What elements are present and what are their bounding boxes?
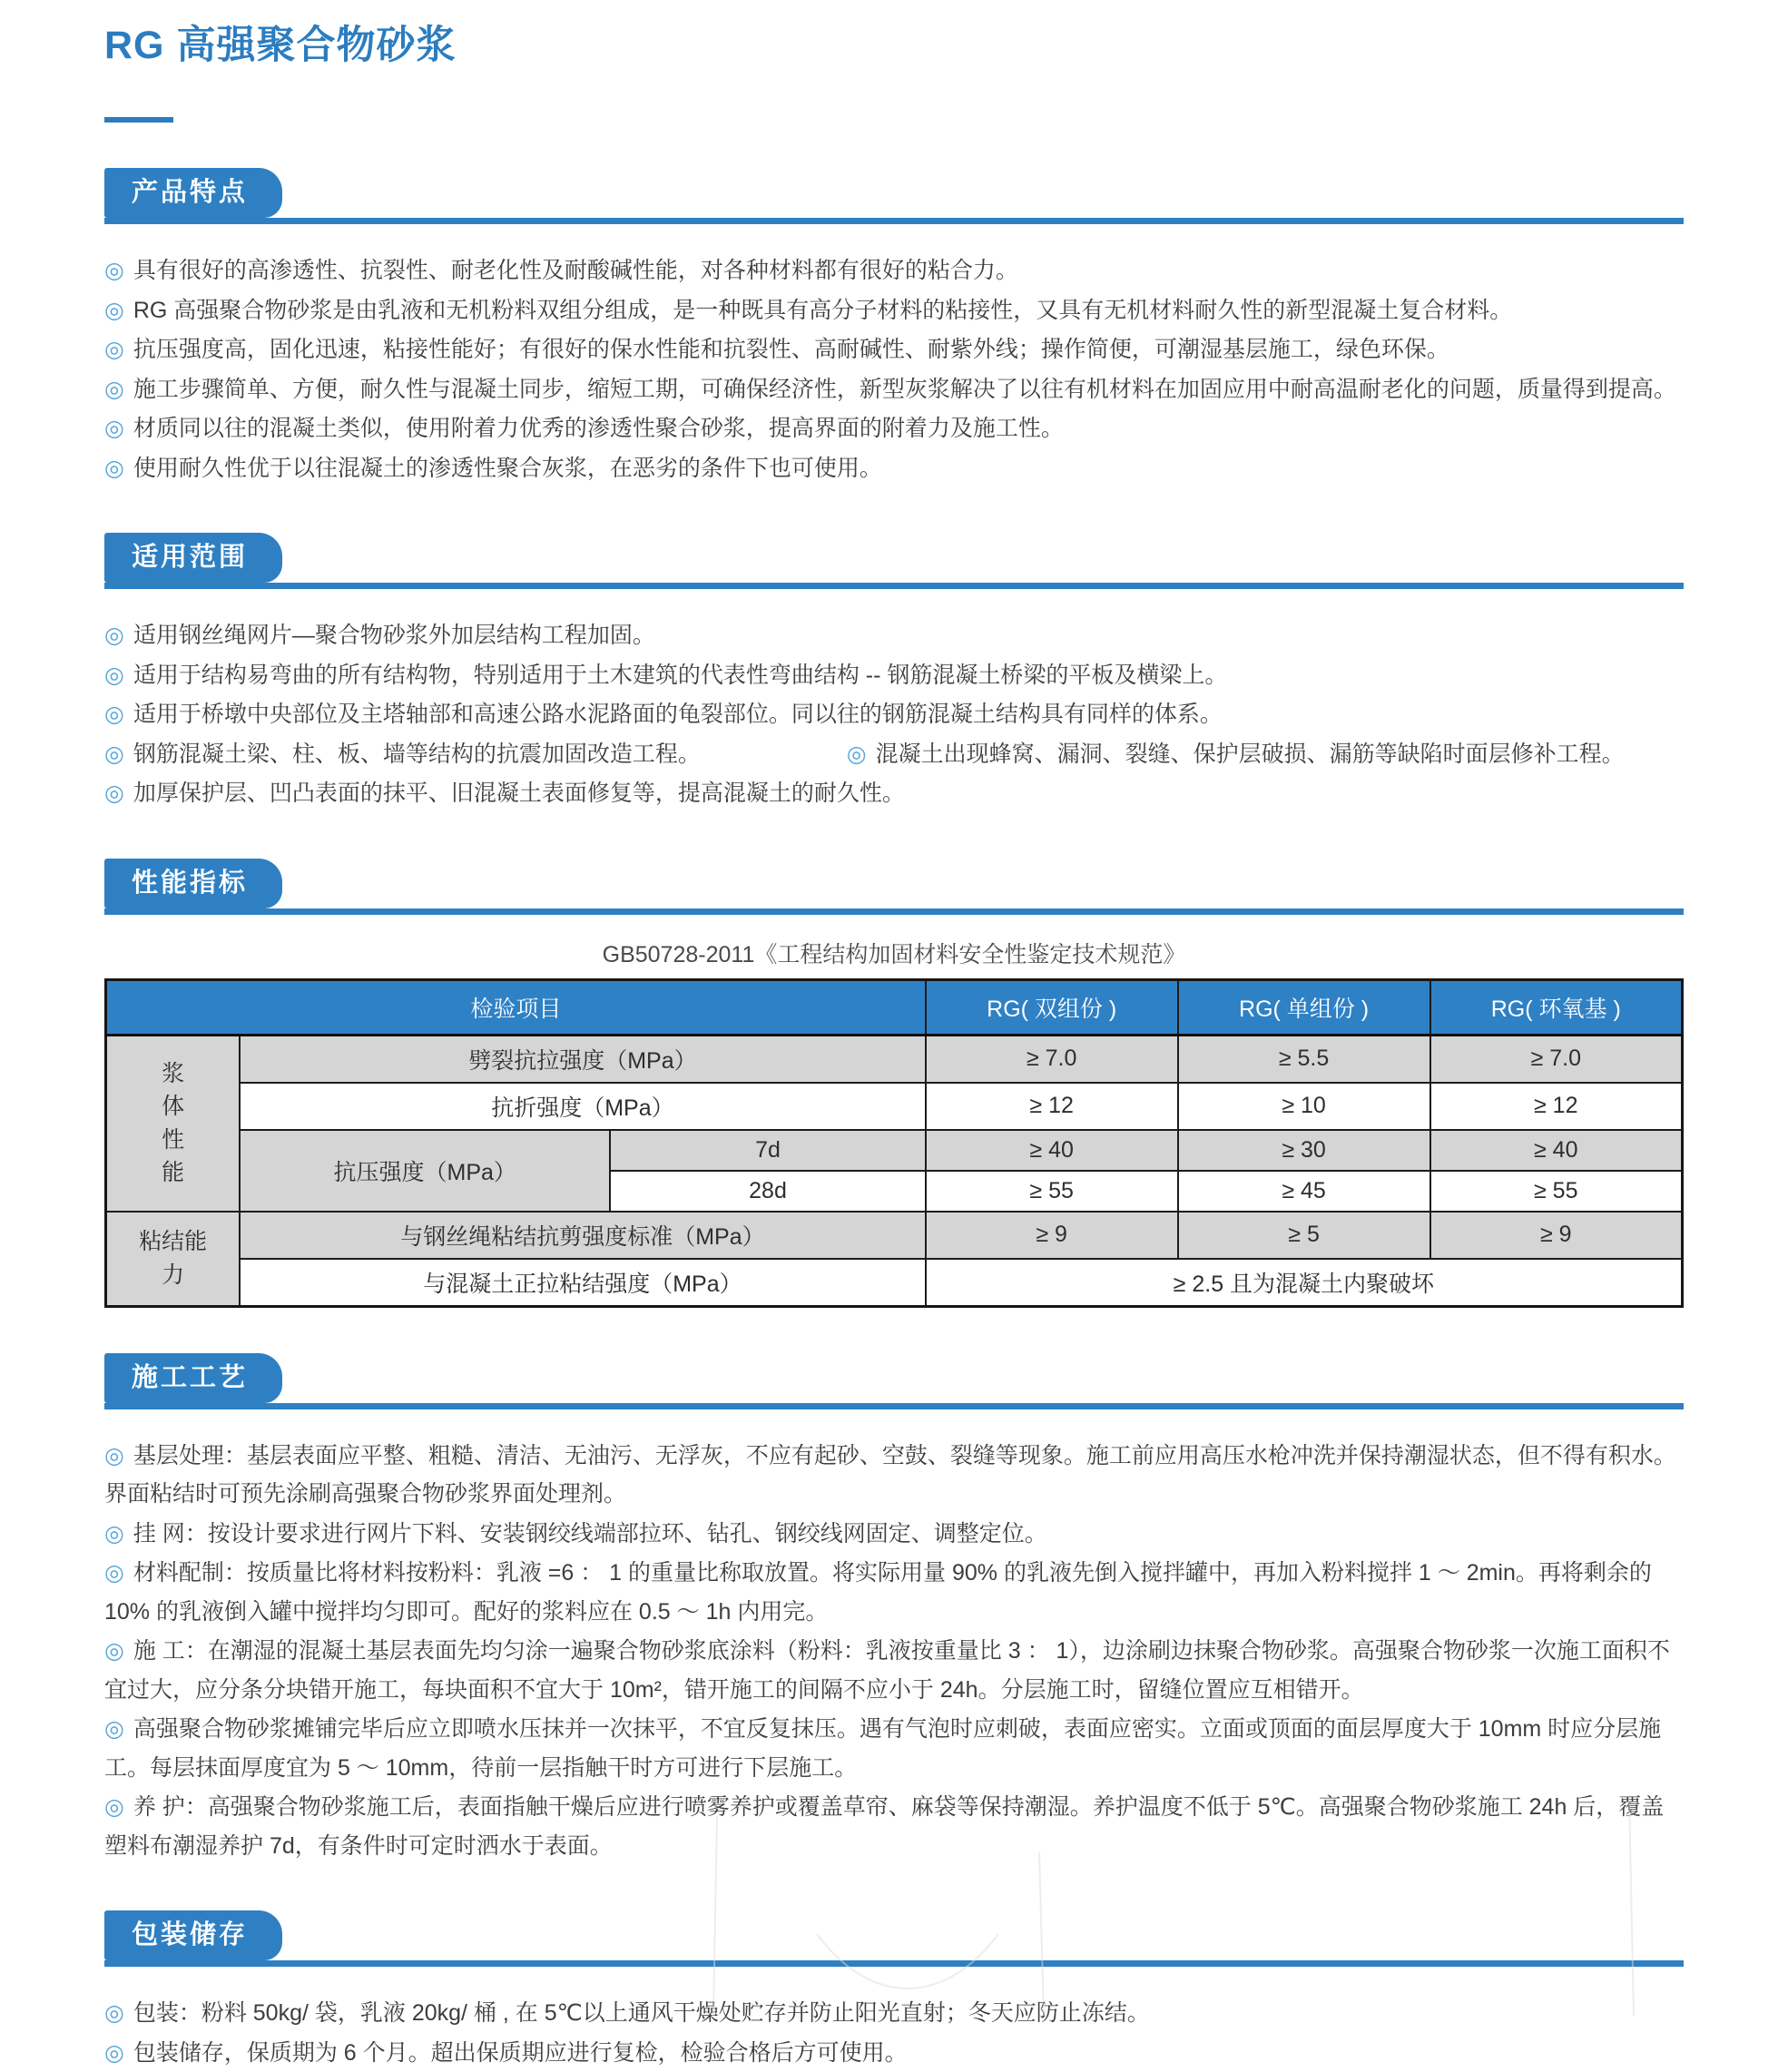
bullet-icon: ◎ <box>104 1716 124 1742</box>
bullet-item <box>104 1994 1684 2033</box>
table-cell: 与钢丝绳粘结抗剪强度标准（MPa） <box>240 1212 926 1259</box>
packaging-bullet-list <box>104 1994 1684 2072</box>
table-cell: 7d <box>610 1130 925 1171</box>
bullet-icon: ◎ <box>104 741 124 767</box>
performance-table <box>104 978 1684 1308</box>
process-bullet-list <box>104 1437 1684 1866</box>
bullet-text: 材质同以往的混凝土类似，使用附着力优秀的渗透性聚合砂浆，提高界面的附着力及施工性。 <box>133 416 1064 441</box>
title-underline <box>104 117 173 123</box>
table-cell: ≥ 7.0 <box>926 1035 1178 1083</box>
bullet-item <box>104 291 1684 330</box>
section-performance <box>104 859 1684 1308</box>
features-bullet-list <box>104 251 1684 487</box>
bullet-text: 高强聚合物砂浆摊铺完毕后应立即喷水压抹并一次抹平，不宜反复抹压。遇有气泡时应刺破，表面应密实。立面或顶面的面层厚度大于 10mm 时应分层施工。每层抹面厚度宜为 5 ～ 10mm，待前一层指触干时方可进行下层施工。 <box>104 1716 1661 1781</box>
bullet-segment <box>104 2040 908 2066</box>
bullet-icon: ◎ <box>104 258 124 283</box>
bullet-item <box>104 1710 1684 1787</box>
table-cell: 抗折强度（MPa） <box>240 1083 926 1130</box>
table-header-cell: RG( 双组份 ) <box>926 979 1178 1035</box>
bullet-item <box>104 409 1684 448</box>
bullet-text: 养 护：高强聚合物砂浆施工后，表面指触干燥后应进行喷雾养护或覆盖草帘、麻袋等保持潮湿。养护温度不低于 5℃。高强聚合物砂浆施工 24h 后，覆盖塑料布潮湿养护 7d，有条件时可定时洒水于表面。 <box>104 1794 1664 1859</box>
bullet-text: 适用钢丝绳网片—聚合物砂浆外加层结构工程加固。 <box>133 623 655 648</box>
section-badge-process: 施工工艺 <box>104 1353 282 1403</box>
bullet-segment <box>104 781 905 806</box>
section-features <box>104 168 1684 487</box>
bullet-segment <box>104 298 1512 323</box>
bullet-segment <box>104 258 1018 283</box>
bullet-segment <box>104 1638 1670 1703</box>
table-cell: ≥ 45 <box>1178 1171 1430 1212</box>
section-badge-performance: 性能指标 <box>104 859 282 908</box>
table-row <box>106 1035 1683 1083</box>
table-cell: ≥ 5 <box>1178 1212 1430 1259</box>
table-header-cell: 检验项目 <box>106 979 926 1035</box>
table-cell: 劈裂抗拉强度（MPa） <box>240 1035 926 1083</box>
bullet-segment <box>104 416 1064 441</box>
bullet-icon: ◎ <box>104 1443 124 1468</box>
section-heading-bar <box>104 859 1684 915</box>
table-cell: ≥ 40 <box>926 1130 1178 1171</box>
table-cell: ≥ 7.0 <box>1430 1035 1683 1083</box>
bullet-item <box>104 1632 1684 1709</box>
section-badge-packaging: 包装储存 <box>104 1910 282 1960</box>
bullet-item <box>104 2034 1684 2072</box>
bullet-text: 包装储存，保质期为 6 个月。超出保质期应进行复检，检验合格后方可使用。 <box>133 2040 908 2066</box>
bullet-item <box>104 1515 1684 1554</box>
performance-table-head <box>106 979 1683 1035</box>
page-title: RG 高强聚合物砂浆 <box>104 15 1684 70</box>
bullet-segment <box>104 623 655 648</box>
table-cell: ≥ 10 <box>1178 1083 1430 1130</box>
table-caption: GB50728-2011《工程结构加固材料安全性鉴定技术规范》 <box>104 937 1684 969</box>
table-row <box>106 1259 1683 1307</box>
table-header-cell: RG( 环氧基 ) <box>1430 979 1683 1035</box>
bullet-item <box>104 656 1684 695</box>
table-cell: ≥ 12 <box>926 1083 1178 1130</box>
bullet-text: 材料配制：按质量比将材料按粉料：乳液 =6 ： 1 的重量比称取放置。将实际用量 90% 的乳液先倒入搅拌罐中，再加入粉料搅拌 1 ～ 2min。再将剩余的 10% 的乳液倒入罐中搅拌均匀即可。配好的浆料应在 0.5 ～ 1h 内用完。 <box>104 1560 1652 1625</box>
table-cell: ≥ 40 <box>1430 1130 1683 1171</box>
bullet-segment <box>104 377 1676 402</box>
bullet-icon: ◎ <box>104 1560 124 1586</box>
bullet-text: 适用于桥墩中央部位及主塔轴部和高速公路水泥路面的龟裂部位。同以往的钢筋混凝土结构具有同样的体系。 <box>133 702 1223 727</box>
bullet-text: RG 高强聚合物砂浆是由乳液和无机粉料双组分组成，是一种既具有高分子材料的粘接性，又具有无机材料耐久性的新型混凝土复合材料。 <box>133 298 1512 323</box>
bullet-text: 施工步骤简单、方便，耐久性与混凝土同步，缩短工期，可确保经济性，新型灰浆解决了以往有机材料在加固应用中耐高温耐老化的问题，质量得到提高。 <box>133 377 1676 402</box>
bullet-item <box>104 370 1684 409</box>
bullet-text: 具有很好的高渗透性、抗裂性、耐老化性及耐酸碱性能，对各种材料都有很好的粘合力。 <box>133 258 1018 283</box>
bullet-text: 使用耐久性优于以往混凝土的渗透性聚合灰浆，在恶劣的条件下也可使用。 <box>133 456 882 481</box>
bullet-icon: ◎ <box>104 781 124 806</box>
table-cell: 抗压强度（MPa） <box>240 1130 610 1212</box>
bullet-segment <box>104 2000 1150 2026</box>
table-cell: ≥ 55 <box>1430 1171 1683 1212</box>
bullet-icon: ◎ <box>104 337 124 362</box>
bullet-text: 混凝土出现蜂窝、漏洞、裂缝、保护层破损、漏筋等缺陷时面层修补工程。 <box>876 741 1625 767</box>
bullet-icon: ◎ <box>104 1521 124 1547</box>
bullet-icon: ◎ <box>104 298 124 323</box>
bullet-text: 基层处理：基层表面应平整、粗糙、清洁、无油污、无浮灰，不应有起砂、空鼓、裂缝等现象。施工前应用高压水枪冲洗并保持潮湿状态，但不得有积水。界面粘结时可预先涂刷高强聚合物砂浆界面处理剂。 <box>104 1443 1676 1507</box>
section-process <box>104 1353 1684 1866</box>
table-group-cell <box>106 1035 241 1212</box>
bullet-item <box>104 735 1684 774</box>
bullet-segment <box>104 1716 1661 1781</box>
bullet-item <box>104 1437 1684 1514</box>
section-heading-bar <box>104 1353 1684 1409</box>
bullet-icon: ◎ <box>104 2000 124 2026</box>
group-label-line: 能 <box>113 1156 233 1189</box>
section-heading-bar <box>104 1910 1684 1967</box>
group-label-line: 力 <box>113 1259 233 1291</box>
scope-bullet-list <box>104 616 1684 813</box>
bullet-segment <box>104 337 1449 362</box>
bullet-item <box>104 1554 1684 1631</box>
group-label-line: 粘结能 <box>113 1225 233 1258</box>
group-label-line: 性 <box>113 1124 233 1156</box>
bullet-icon: ◎ <box>104 377 124 402</box>
performance-table-body <box>106 1035 1683 1306</box>
bullet-segment <box>104 702 1223 727</box>
bullet-item <box>104 616 1684 655</box>
bullet-segment <box>847 741 1625 767</box>
bullet-text: 加厚保护层、凹凸表面的抹平、旧混凝土表面修复等，提高混凝土的耐久性。 <box>133 781 905 806</box>
table-group-cell <box>106 1212 241 1307</box>
table-cell: ≥ 2.5 且为混凝土内聚破坏 <box>926 1259 1683 1307</box>
bullet-text: 包装：粉料 50kg/ 袋，乳液 20kg/ 桶 , 在 5℃以上通风干燥处贮存并防止阳光直射；冬天应防止冻结。 <box>133 2000 1150 2026</box>
table-row <box>106 1083 1683 1130</box>
bullet-item <box>104 330 1684 369</box>
bullet-segment <box>104 1521 1047 1547</box>
bullet-text: 抗压强度高，固化迅速，粘接性能好；有很好的保水性能和抗裂性、高耐碱性、耐紫外线；操作简便，可潮湿基层施工，绿色环保。 <box>133 337 1449 362</box>
bullet-icon: ◎ <box>104 1638 124 1664</box>
bullet-text: 钢筋混凝土梁、柱、板、墙等结构的抗震加固改造工程。 <box>133 741 701 767</box>
bullet-segment <box>104 1794 1664 1859</box>
bullet-item <box>104 251 1684 290</box>
bullet-segment <box>104 456 882 481</box>
section-badge-features: 产品特点 <box>104 168 282 218</box>
table-cell: ≥ 5.5 <box>1178 1035 1430 1083</box>
bullet-text: 施 工：在潮湿的混凝土基层表面先均匀涂一遍聚合物砂浆底涂料（粉料：乳液按重量比 3 ： 1），边涂刷边抹聚合物砂浆。高强聚合物砂浆一次施工面积不宜过大，应分条分块错开施工，每块面积不宜大于 10m²，错开施工的间隔不应小于 24h。分层施工时，留缝位置应互相错开。 <box>104 1638 1670 1703</box>
bullet-icon: ◎ <box>104 702 124 727</box>
table-header-row <box>106 979 1683 1035</box>
table-row <box>106 1212 1683 1259</box>
bullet-segment <box>104 1443 1676 1507</box>
table-cell: ≥ 30 <box>1178 1130 1430 1171</box>
table-cell: ≥ 9 <box>1430 1212 1683 1259</box>
section-badge-scope: 适用范围 <box>104 533 282 583</box>
bullet-icon: ◎ <box>104 2040 124 2066</box>
bullet-item <box>104 695 1684 734</box>
bullet-icon: ◎ <box>104 623 124 648</box>
bullet-icon: ◎ <box>104 456 124 481</box>
section-packaging <box>104 1910 1684 2072</box>
table-cell: ≥ 12 <box>1430 1083 1683 1130</box>
table-cell: ≥ 9 <box>926 1212 1178 1259</box>
bullet-icon: ◎ <box>104 663 124 688</box>
section-heading-bar <box>104 168 1684 224</box>
table-row <box>106 1130 1683 1171</box>
section-scope <box>104 533 1684 813</box>
bullet-icon: ◎ <box>104 1794 124 1820</box>
bullet-segment <box>104 663 1227 688</box>
bullet-icon: ◎ <box>847 741 867 767</box>
bullet-segment <box>104 735 847 774</box>
table-cell: 与混凝土正拉粘结强度（MPa） <box>240 1259 926 1307</box>
table-cell: ≥ 55 <box>926 1171 1178 1212</box>
bullet-icon: ◎ <box>104 416 124 441</box>
bullet-text: 适用于结构易弯曲的所有结构物，特别适用于土木建筑的代表性弯曲结构 -- 钢筋混凝土桥梁的平板及横梁上。 <box>133 663 1228 688</box>
group-label-line: 体 <box>113 1090 233 1123</box>
bullet-segment <box>104 1560 1652 1625</box>
table-cell: 28d <box>610 1171 925 1212</box>
group-label-line: 浆 <box>113 1057 233 1090</box>
bullet-item <box>104 449 1684 488</box>
table-header-cell: RG( 单组份 ) <box>1178 979 1430 1035</box>
bullet-item <box>104 1788 1684 1865</box>
bullet-text: 挂 网：按设计要求进行网片下料、安装钢绞线端部拉环、钻孔、钢绞线网固定、调整定位。 <box>133 1521 1047 1547</box>
section-heading-bar <box>104 533 1684 589</box>
bullet-item <box>104 774 1684 813</box>
